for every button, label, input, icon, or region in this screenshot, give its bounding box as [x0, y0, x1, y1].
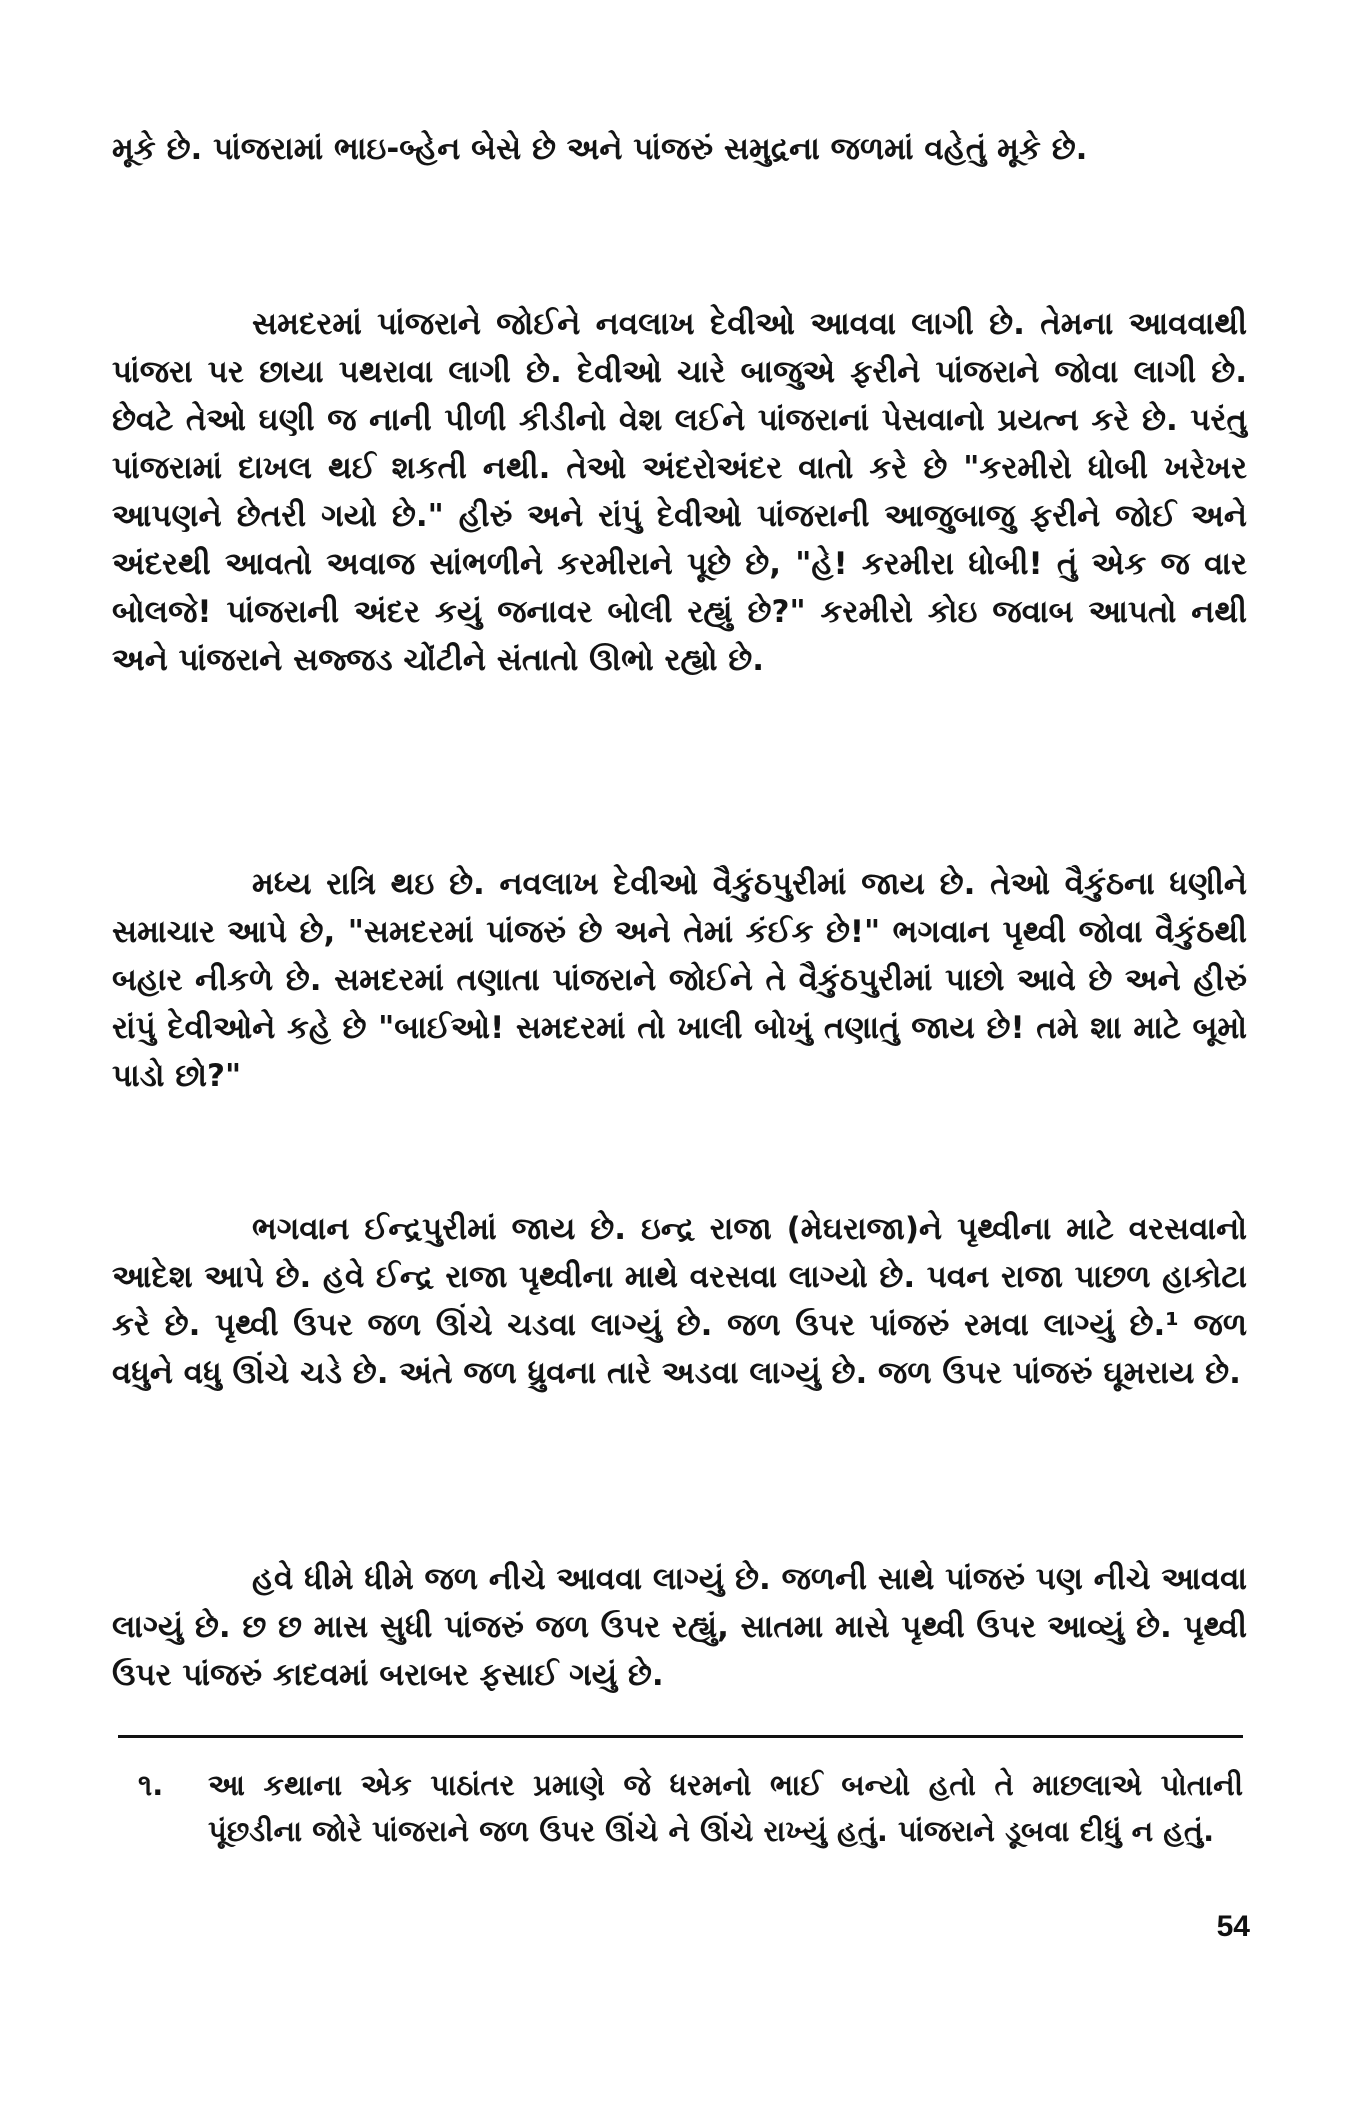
footnote-marker: ૧.: [138, 1768, 164, 1802]
paragraph-indra-rain: ભગવાન ઈન્દ્રપુરીમાં જાય છે. ઇન્દ્ર રાજા (મેઘરાજા)ને પૃથ્વીના માટે વરસવાનો આદેશ આપે છે. હવે ઈન્દ્ર રાજા પૃથ્વીના માથે વરસવા લાગ્યો છે. પવન રાજા પાછળ હાકોટા કરે છે. પૃથ્વી ઉપર જળ ઊંચે ચડવા લાગ્યું છે. જળ ઉપર પાંજરું રમવા લાગ્યું છે.¹ જળ વધુને વધુ ઊંચે ચડે છે. અંતે જળ ધ્રુવના તારે અડવા લાગ્યું છે. જળ ઉપર પાંજરું ઘૂમરાય છે.: [112, 1211, 1247, 1391]
paragraph-water-recedes: હવે ધીમે ધીમે જળ નીચે આવવા લાગ્યું છે. જળની સાથે પાંજરું પણ નીચે આવવા લાગ્યું છે. છ છ માસ સુધી પાંજરું જળ ઉપર રહ્યું, સાતમા માસે પૃથ્વી ઉપર આવ્યું છે. પૃથ્વી ઉપર પાંજરું કાદવમાં બરાબર ફસાઈ ગયું છે.: [112, 1561, 1247, 1693]
paragraph-midnight-vaikuntha: મધ્ય રાત્રિ થઇ છે. નવલાખ દેવીઓ વૈકુંઠપુરીમાં જાય છે. તેઓ વૈકુંઠના ધણીને સમાચાર આપે છે, "સમદરમાં પાંજરું છે અને તેમાં કંઈક છે!" ભગવાન પૃથ્વી જોવા વૈકુંઠથી બહાર નીકળે છે. સમદરમાં તણાતા પાંજરાને જોઈને તે વૈકુંઠપુરીમાં પાછો આવે છે અને હીરું રાંપું દેવીઓને કહે છે "બાઈઓ! સમદરમાં તો ખાલી બોખું તણાતું જાય છે! તમે શા માટે બૂમો પાડો છો?": [112, 866, 1247, 1094]
footnote-text: આ કથાના એક પાઠાંતર પ્રમાણે જે ધરમનો ભાઈ બન્યો હતો તે માછલાએ પોતાની પૂંછડીના જોરે પાંજરાને જળ ઉપર ઊંચે ને ઊંચે રાખ્યું હતું. પાંજરાને ડૂબવા દીધું ન હતું.: [208, 1768, 1243, 1848]
footnote-divider: [118, 1735, 1243, 1738]
paragraph-goddesses-arrive: સમદરમાં પાંજરાને જોઈને નવલાખ દેવીઓ આવવા લાગી છે. તેમના આવવાથી પાંજરા પર છાયા પથરાવા લાગી છે. દેવીઓ ચારે બાજુએ ફરીને પાંજરાને જોવા લાગી છે. છેવટે તેઓ ઘણી જ નાની પીળી કીડીનો વેશ લઈને પાંજરાનાં પેસવાનો પ્રયત્ન કરે છે. પરંતુ પાંજરામાં દાખલ થઈ શકતી નથી. તેઓ અંદરોઅંદર વાતો કરે છે "કરમીરો ધોબી ખરેખર આપણને છેતરી ગયો છે." હીરું અને રાંપું દેવીઓ પાંજરાની આજુબાજુ ફરીને જોઈ અને અંદરથી આવતો અવાજ સાંભળીને કરમીરાને પૂછે છે, "હે! કરમીરા ધોબી! તું એક જ વાર બોલજે! પાંજરાની અંદર કયું જનાવર બોલી રહ્યું છે?" કરમીરો કોઇ જવાબ આપતો નથી અને પાંજરાને સજ્જડ ચોંટીને સંતાતો ઊભો રહ્યો છે.: [112, 306, 1247, 678]
paragraph-continuation: મૂકે છે. પાંજરામાં ભાઇ-બ્હેન બેસે છે અને પાંજરું સમુદ્રના જળમાં વહેતું મૂકે છે.: [112, 131, 1088, 167]
page-number: 54: [1216, 1910, 1250, 1943]
footnote: [118, 1762, 1243, 1854]
